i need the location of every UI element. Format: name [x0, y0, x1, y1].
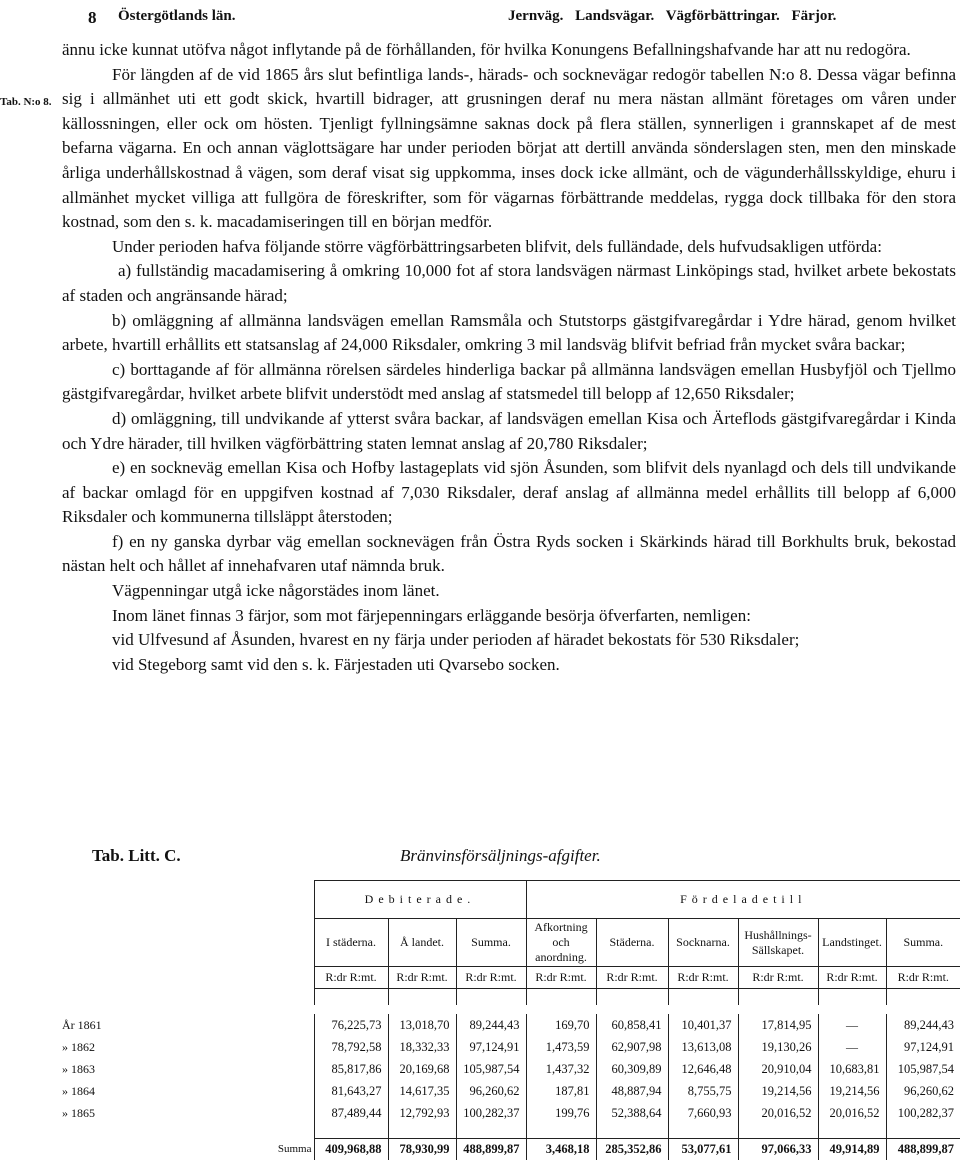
sum-cell: 97,066,33 — [738, 1138, 818, 1160]
row-year: År 1861 — [62, 1017, 102, 1032]
table-cell: 20,016,52 — [738, 1102, 818, 1124]
table-label: Tab. Litt. C. — [92, 846, 181, 865]
unit-label: R:dr R:mt. — [886, 967, 960, 989]
sum-row — [60, 1138, 960, 1160]
table-cell: 19,130,26 — [738, 1036, 818, 1058]
paragraph: Vägpenningar utgå icke någorstädes inom länet. — [112, 581, 440, 601]
paragraph: För längden af de vid 1865 års slut befintliga lands-, härads- och socknevägar redogör tabellen N:o 8. Dessa vägar befinna sig i allmänhet uti ett godt skick, hvartill bidrager, att grusningen deraf nu mera nästan allmänt företages om våren under källossningen, eller ock om hösten. Tjenligt fyllningsämne saknas dock på flera ställen, synnerligen i grannskapet af de mest befarna vägarna. En och annan väglottsägare har under perioden börjat att dertill använda sönderslagen sten, men den minskade årliga underhållskostnad å vägen, som deraf visat sig uppkomma, inses dock icke allmänt, och de vägunderhållsskyldige, ehuru i allmänhet mycket villiga att fullgöra de föreskrifter, som för vägarnas förbättrande meddelas, rygga dock tillbaka för den stora kostnad, som den s. k. macadamiseringen till en början medför. — [62, 64, 956, 232]
data-table — [60, 880, 960, 1005]
table-cell: 52,388,64 — [596, 1102, 668, 1124]
column-header: Summa. — [456, 919, 526, 967]
table-cell: 19,214,56 — [818, 1080, 886, 1102]
topic-landsvagar: Landsvägar. — [575, 8, 655, 24]
table-cell: 20,910,04 — [738, 1058, 818, 1080]
table-cell: 87,489,44 — [314, 1102, 388, 1124]
table-cell: 12,646,48 — [668, 1058, 738, 1080]
paragraph: ännu icke kunnat utöfva något inflytande på de förhållanden, för hvilka Konungens Befallningshafvande har att nu redogöra. — [62, 40, 911, 59]
table-row — [60, 1014, 960, 1036]
unit-label: R:dr R:mt. — [818, 967, 886, 989]
unit-label: R:dr R:mt. — [314, 967, 388, 989]
table-cell: 105,987,54 — [886, 1058, 960, 1080]
column-header: Hushållnings-Sällskapet. — [738, 919, 818, 967]
sum-cell: 53,077,61 — [668, 1138, 738, 1160]
paragraph: vid Stegeborg samt vid den s. k. Färjestaden uti Qvarsebo socken. — [112, 654, 560, 674]
running-header — [0, 6, 960, 28]
table-cell: 89,244,43 — [456, 1014, 526, 1036]
sum-label: Summa — [277, 1143, 312, 1155]
table-cell: 20,169,68 — [388, 1058, 456, 1080]
table-cell: 10,401,37 — [668, 1014, 738, 1036]
table-cell: 10,683,81 — [818, 1058, 886, 1080]
table-row — [60, 1036, 960, 1058]
sum-cell: 488,899,87 — [886, 1138, 960, 1160]
table-cell: 18,332,33 — [388, 1036, 456, 1058]
table-cell: 81,643,27 — [314, 1080, 388, 1102]
table-cell: 85,817,86 — [314, 1058, 388, 1080]
table-cell: 100,282,37 — [456, 1102, 526, 1124]
row-year: » 1863 — [62, 1061, 95, 1076]
list-item-e: e) en sockneväg emellan Kisa och Hofby lastageplats vid sjön Åsunden, som blifvit dels nyanlagd och dels till undvikande af backar omlagd för en uppgifven kostnad af 7,030 Riksdaler, deraf anslag af allmänna medel erhållits till belopp af 6,000 Riksdaler och kommunerna tillsläppt återstoden; — [62, 458, 956, 527]
unit-label: R:dr R:mt. — [596, 967, 668, 989]
table-cell: 96,260,62 — [456, 1080, 526, 1102]
row-year: » 1865 — [62, 1105, 95, 1120]
paragraph: vid Ulfvesund af Åsunden, hvarest en ny färja under perioden af häradet bekostats för 530 Riksdaler; — [112, 630, 800, 650]
table-cell: 60,858,41 — [596, 1014, 668, 1036]
group-fordelade: Fördeladetill — [526, 881, 960, 919]
list-item-f: f) en ny ganska dyrbar väg emellan socknevägen från Östra Ryds socken i Skärkinds härad till Borkhults bruk, bekostad nästan helt och hållet af innehafvaren utaf nämnda bruk. — [62, 531, 956, 576]
list-item-a: a) fullständig macadamisering å omkring 10,000 fot af stora landsvägen närmast Linköpings stad, hvilket arbete bekostats af staden och angränsande härad; — [62, 261, 956, 305]
unit-label: R:dr R:mt. — [388, 967, 456, 989]
margin-note: Tab. N:o 8. — [0, 96, 52, 108]
column-header: I städerna. — [314, 919, 388, 967]
topic-vagforbattringar: Vägförbättringar. — [665, 8, 780, 24]
sum-cell: 49,914,89 — [818, 1138, 886, 1160]
table-cell: — — [818, 1036, 886, 1058]
table-cell: — — [818, 1014, 886, 1036]
table-cell: 1,473,59 — [526, 1036, 596, 1058]
table-cell: 187,81 — [526, 1080, 596, 1102]
table-cell: 7,660,93 — [668, 1102, 738, 1124]
table-cell: 97,124,91 — [886, 1036, 960, 1058]
topic-farjor: Färjor. — [791, 8, 837, 24]
table-cell: 89,244,43 — [886, 1014, 960, 1036]
paragraph: Under perioden hafva följande större vägförbättringsarbeten blifvit, dels fulländade, dels hufvudsakligen utförda: — [112, 236, 882, 256]
topic-jernvag: Jernväg. — [508, 8, 564, 24]
table-cell: 19,214,56 — [738, 1080, 818, 1102]
page-number: 8 — [88, 8, 97, 27]
list-item-c: c) borttagande af för allmänna rörelsen särdeles hinderliga backar på allmänna landsvägen emellan Husbyfjöl och Tjellmo gästgifvaregårdar, hvilket arbete blifvit understödt med anslag af statsmedel till belopp af 12,650 Riksdaler; — [62, 359, 956, 404]
table-cell: 1,437,32 — [526, 1058, 596, 1080]
row-year: » 1864 — [62, 1083, 95, 1098]
table-caption: Bränvinsförsäljnings-afgifter. — [400, 846, 601, 865]
column-header: Afkortning och anordning. — [526, 919, 596, 967]
column-header: Å landet. — [388, 919, 456, 967]
list-item-b: b) omläggning af allmänna landsvägen emellan Ramsmåla och Stutstorps gästgifvaregårdar i Ydre härad, genom hvilket arbete, hvartill erhållits ett statsanslag af 24,000 Riksdaler, omkring 3 mil landsväg blifvit befriad från mycket svåra backar; — [62, 310, 956, 355]
table-cell: 169,70 — [526, 1014, 596, 1036]
table-cell: 97,124,91 — [456, 1036, 526, 1058]
table-cell: 76,225,73 — [314, 1014, 388, 1036]
sum-cell: 409,968,88 — [314, 1138, 388, 1160]
sum-cell: 3,468,18 — [526, 1138, 596, 1160]
table-cell: 8,755,75 — [668, 1080, 738, 1102]
sum-cell: 488,899,87 — [456, 1138, 526, 1160]
table-row — [60, 1058, 960, 1080]
table-cell: 12,792,93 — [388, 1102, 456, 1124]
body-text — [62, 38, 956, 677]
sum-cell: 78,930,99 — [388, 1138, 456, 1160]
unit-label: R:dr R:mt. — [456, 967, 526, 989]
table-cell: 20,016,52 — [818, 1102, 886, 1124]
table-cell: 78,792,58 — [314, 1036, 388, 1058]
table-cell: 199,76 — [526, 1102, 596, 1124]
table-cell: 62,907,98 — [596, 1036, 668, 1058]
table-cell: 17,814,95 — [738, 1014, 818, 1036]
unit-label: R:dr R:mt. — [668, 967, 738, 989]
data-table-body — [60, 1014, 960, 1160]
column-header: Städerna. — [596, 919, 668, 967]
table-cell: 105,987,54 — [456, 1058, 526, 1080]
table-cell: 14,617,35 — [388, 1080, 456, 1102]
row-year: » 1862 — [62, 1039, 95, 1054]
table-cell: 100,282,37 — [886, 1102, 960, 1124]
table-cell: 60,309,89 — [596, 1058, 668, 1080]
table-row — [60, 1080, 960, 1102]
paragraph: Inom länet finnas 3 färjor, som mot färjepenningars erläggande besörja öfverfarten, nemligen: — [112, 605, 751, 625]
table-cell: 13,613,08 — [668, 1036, 738, 1058]
column-header: Socknarna. — [668, 919, 738, 967]
county-title: Östergötlands län. — [118, 8, 236, 24]
table-cell: 96,260,62 — [886, 1080, 960, 1102]
table-row — [60, 1102, 960, 1124]
list-item-d: d) omläggning, till undvikande af ytterst svåra backar, af landsvägen emellan Kisa och Ärteflods gästgifvaregårdar i Kinda och Ydre härader, till hvilken vägförbättring staten lemnat anslag af 20,780 Riksdaler; — [62, 408, 956, 453]
unit-label: R:dr R:mt. — [738, 967, 818, 989]
column-header: Summa. — [886, 919, 960, 967]
table-cell: 48,887,94 — [596, 1080, 668, 1102]
sum-cell: 285,352,86 — [596, 1138, 668, 1160]
group-debiterade: Debiterade. — [314, 881, 526, 919]
table-cell: 13,018,70 — [388, 1014, 456, 1036]
topic-list — [508, 8, 844, 25]
unit-label: R:dr R:mt. — [526, 967, 596, 989]
column-header: Landstinget. — [818, 919, 886, 967]
